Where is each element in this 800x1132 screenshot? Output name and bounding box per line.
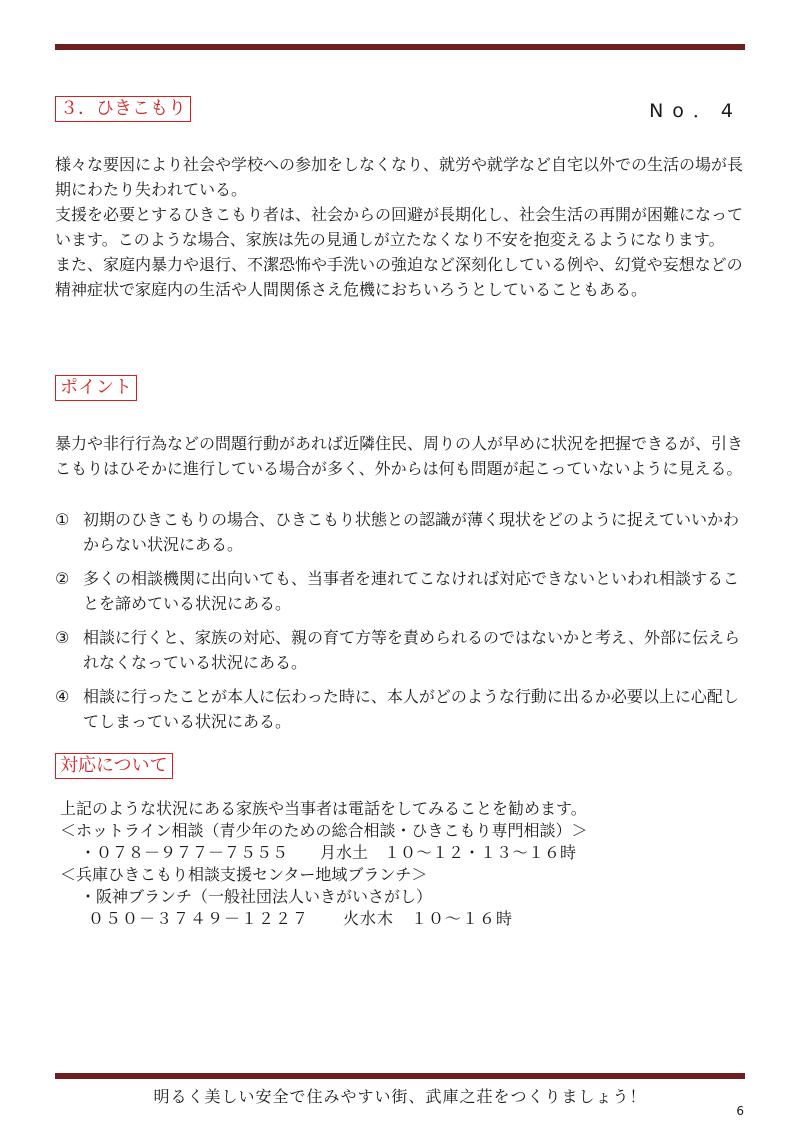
top-rule (55, 44, 745, 50)
contact-info (60, 798, 750, 930)
branch-phone: ０５０－３７４９－１２２７ 火水木 １０～１６時 (88, 909, 514, 928)
hotline-phone: ・０７８－９７７－７５５５ 月水土 １０～１２・１３～１６時 (80, 843, 577, 862)
footer-slogan: 明るく美しい安全で住みやすい街、武庫之荘をつくりましょう！ (153, 1087, 647, 1106)
list-item (55, 507, 750, 557)
intro-paragraph: 様々な要因により社会や学校への参加をしなくなり、就労や就学など自宅以外での生活の場が長期にわたり失われている。 (55, 155, 744, 199)
section-number: No．4 (649, 100, 742, 122)
item-number: ② (55, 569, 70, 588)
branch-name: ・阪神ブランチ（一般社団法人いきがいさがし） (80, 887, 433, 906)
section-title: ３．ひきこもり (55, 96, 191, 122)
response-heading: 対応について (55, 753, 173, 779)
item-text: 初期のひきこもりの場合、ひきこもり状態との認識が薄く現状をどのように捉えていいかわからない状況にある。 (83, 510, 740, 554)
item-text: 相談に行くと、家族の対応、親の育て方等を責められるのではないかと考え、外部に伝えられなくなっている状況にある。 (83, 628, 740, 672)
point-lead-text: 暴力や非行行為などの問題行動があれば近隣住民、周りの人が早めに状況を把握できるが、引きこもりはひそかに進行している場合が多く、外からは何も問題が起こっていないように見える。 (55, 434, 744, 478)
page-number: 6 (736, 1104, 744, 1118)
item-number: ④ (55, 687, 70, 706)
hotline-heading: ＜ホットライン相談（青少年のための総合相談・ひきこもり専門相談）＞ (60, 821, 588, 840)
intro-text (55, 152, 750, 302)
item-number: ③ (55, 628, 70, 647)
point-heading: ポイント (55, 375, 137, 401)
list-item (55, 625, 750, 675)
branch-heading: ＜兵庫ひきこもり相談支援センター地域ブランチ＞ (60, 865, 428, 884)
point-lead (55, 431, 750, 481)
list-item (55, 684, 750, 734)
bottom-rule (55, 1073, 745, 1079)
item-number: ① (55, 510, 70, 529)
list-item (55, 566, 750, 616)
item-text: 多くの相談機関に出向いても、当事者を連れてこなければ対応できないといわれ相談することを諦めている状況にある。 (83, 569, 740, 613)
item-text: 相談に行ったことが本人に伝わった時に、本人がどのような行動に出るか必要以上に心配してしまっている状況にある。 (83, 687, 739, 731)
point-list (55, 507, 750, 743)
intro-paragraph: また、家庭内暴力や退行、不潔恐怖や手洗いの強迫など深刻化している例や、幻覚や妄想などの精神症状で家庭内の生活や人間関係さえ危機におちいろうとしていることもある。 (55, 255, 743, 299)
response-lead: 上記のような状況にある家族や当事者は電話をしてみることを勧めます。 (60, 799, 587, 818)
intro-paragraph: 支援を必要とするひきこもり者は、社会からの回避が長期化し、社会生活の再開が困難になっています。このような場合、家族は先の見通しが立たなくなり不安を抱変えるようになります。 (55, 205, 744, 249)
